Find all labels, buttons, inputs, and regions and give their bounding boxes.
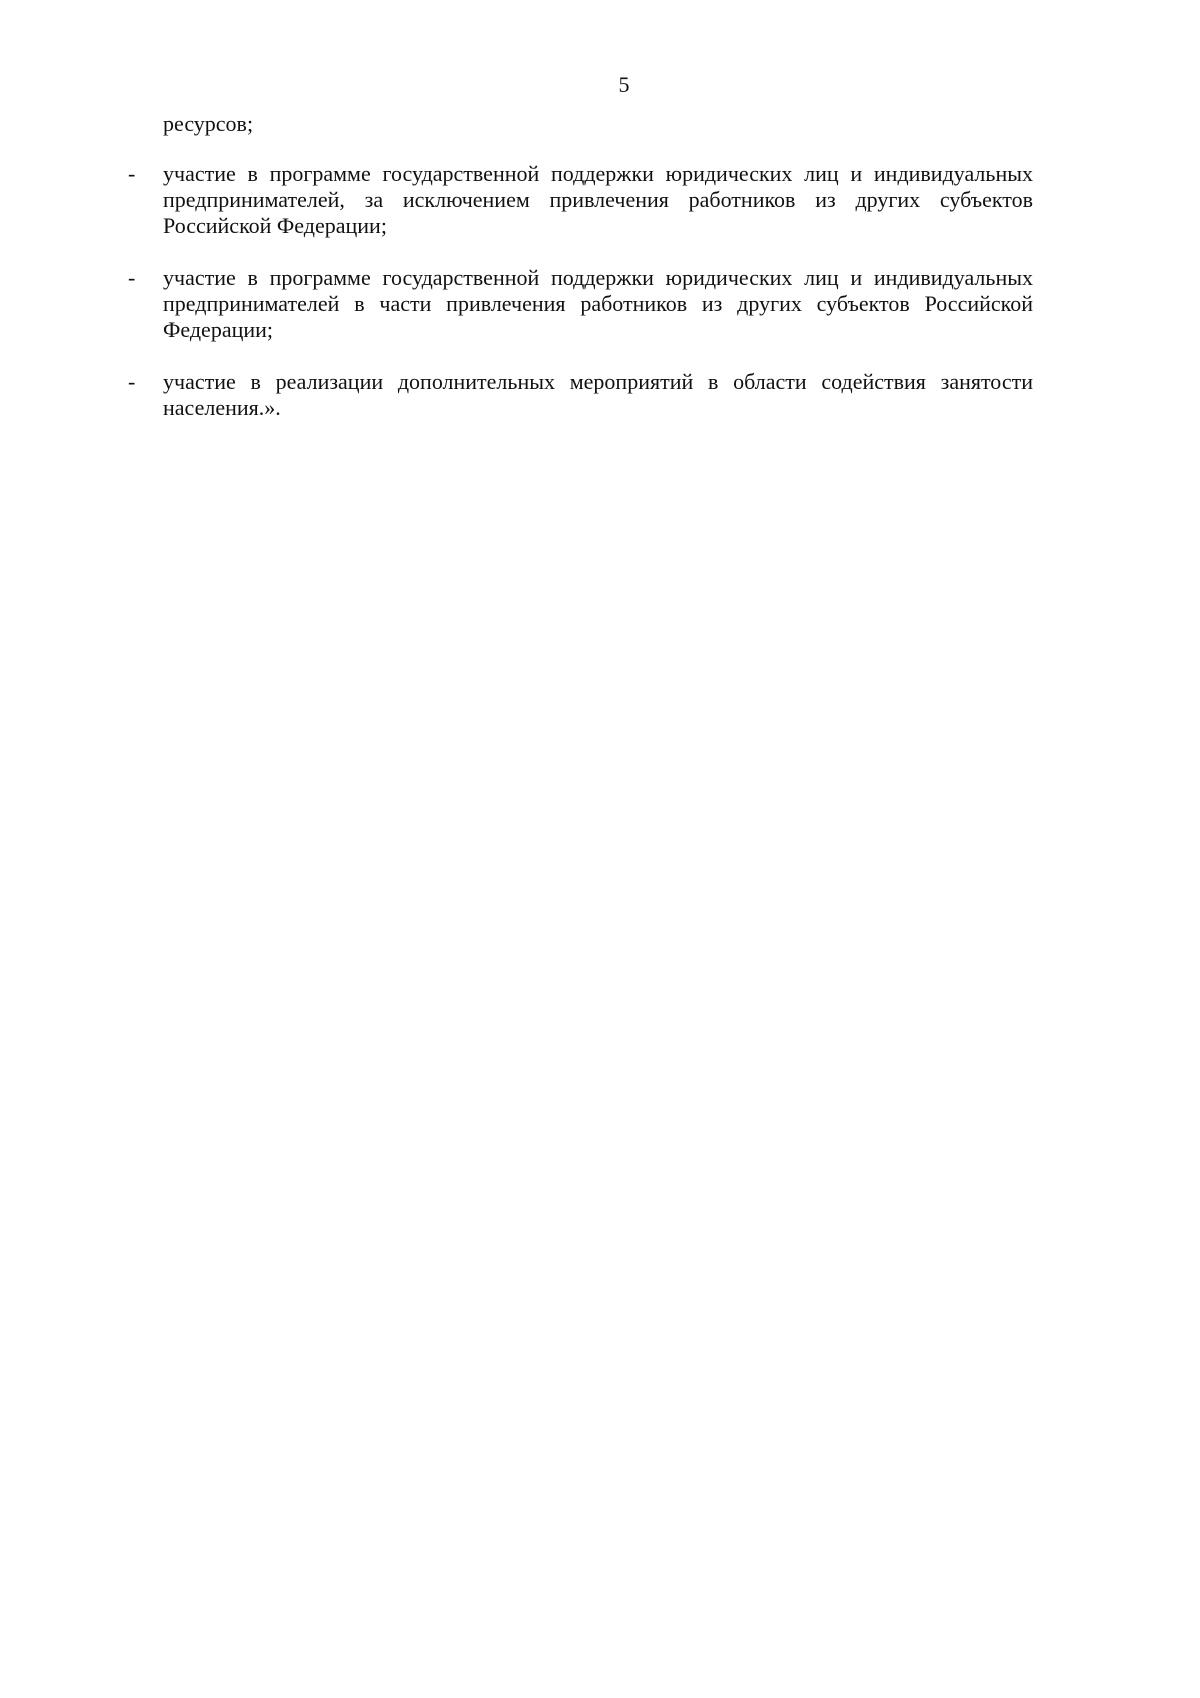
list-bullet: - [128,369,136,394]
continuation-text: ресурсов; [163,111,254,136]
list-item-text: участие в программе государственной поддержки юридических лиц и индивидуальных предпринимателей, за исключением привлечения работников из других субъектов Российской Федерации; [163,161,1033,238]
list-bullet: - [128,161,136,186]
list-bullet: - [128,265,136,290]
list-item-text: участие в программе государственной поддержки юридических лиц и индивидуальных предпринимателей в части привлечения работников из других субъектов Российской Федерации; [163,265,1033,342]
list-item-text: участие в реализации дополнительных мероприятий в области содействия занятости населения.». [163,369,1033,420]
page-number: 5 [618,72,630,97]
